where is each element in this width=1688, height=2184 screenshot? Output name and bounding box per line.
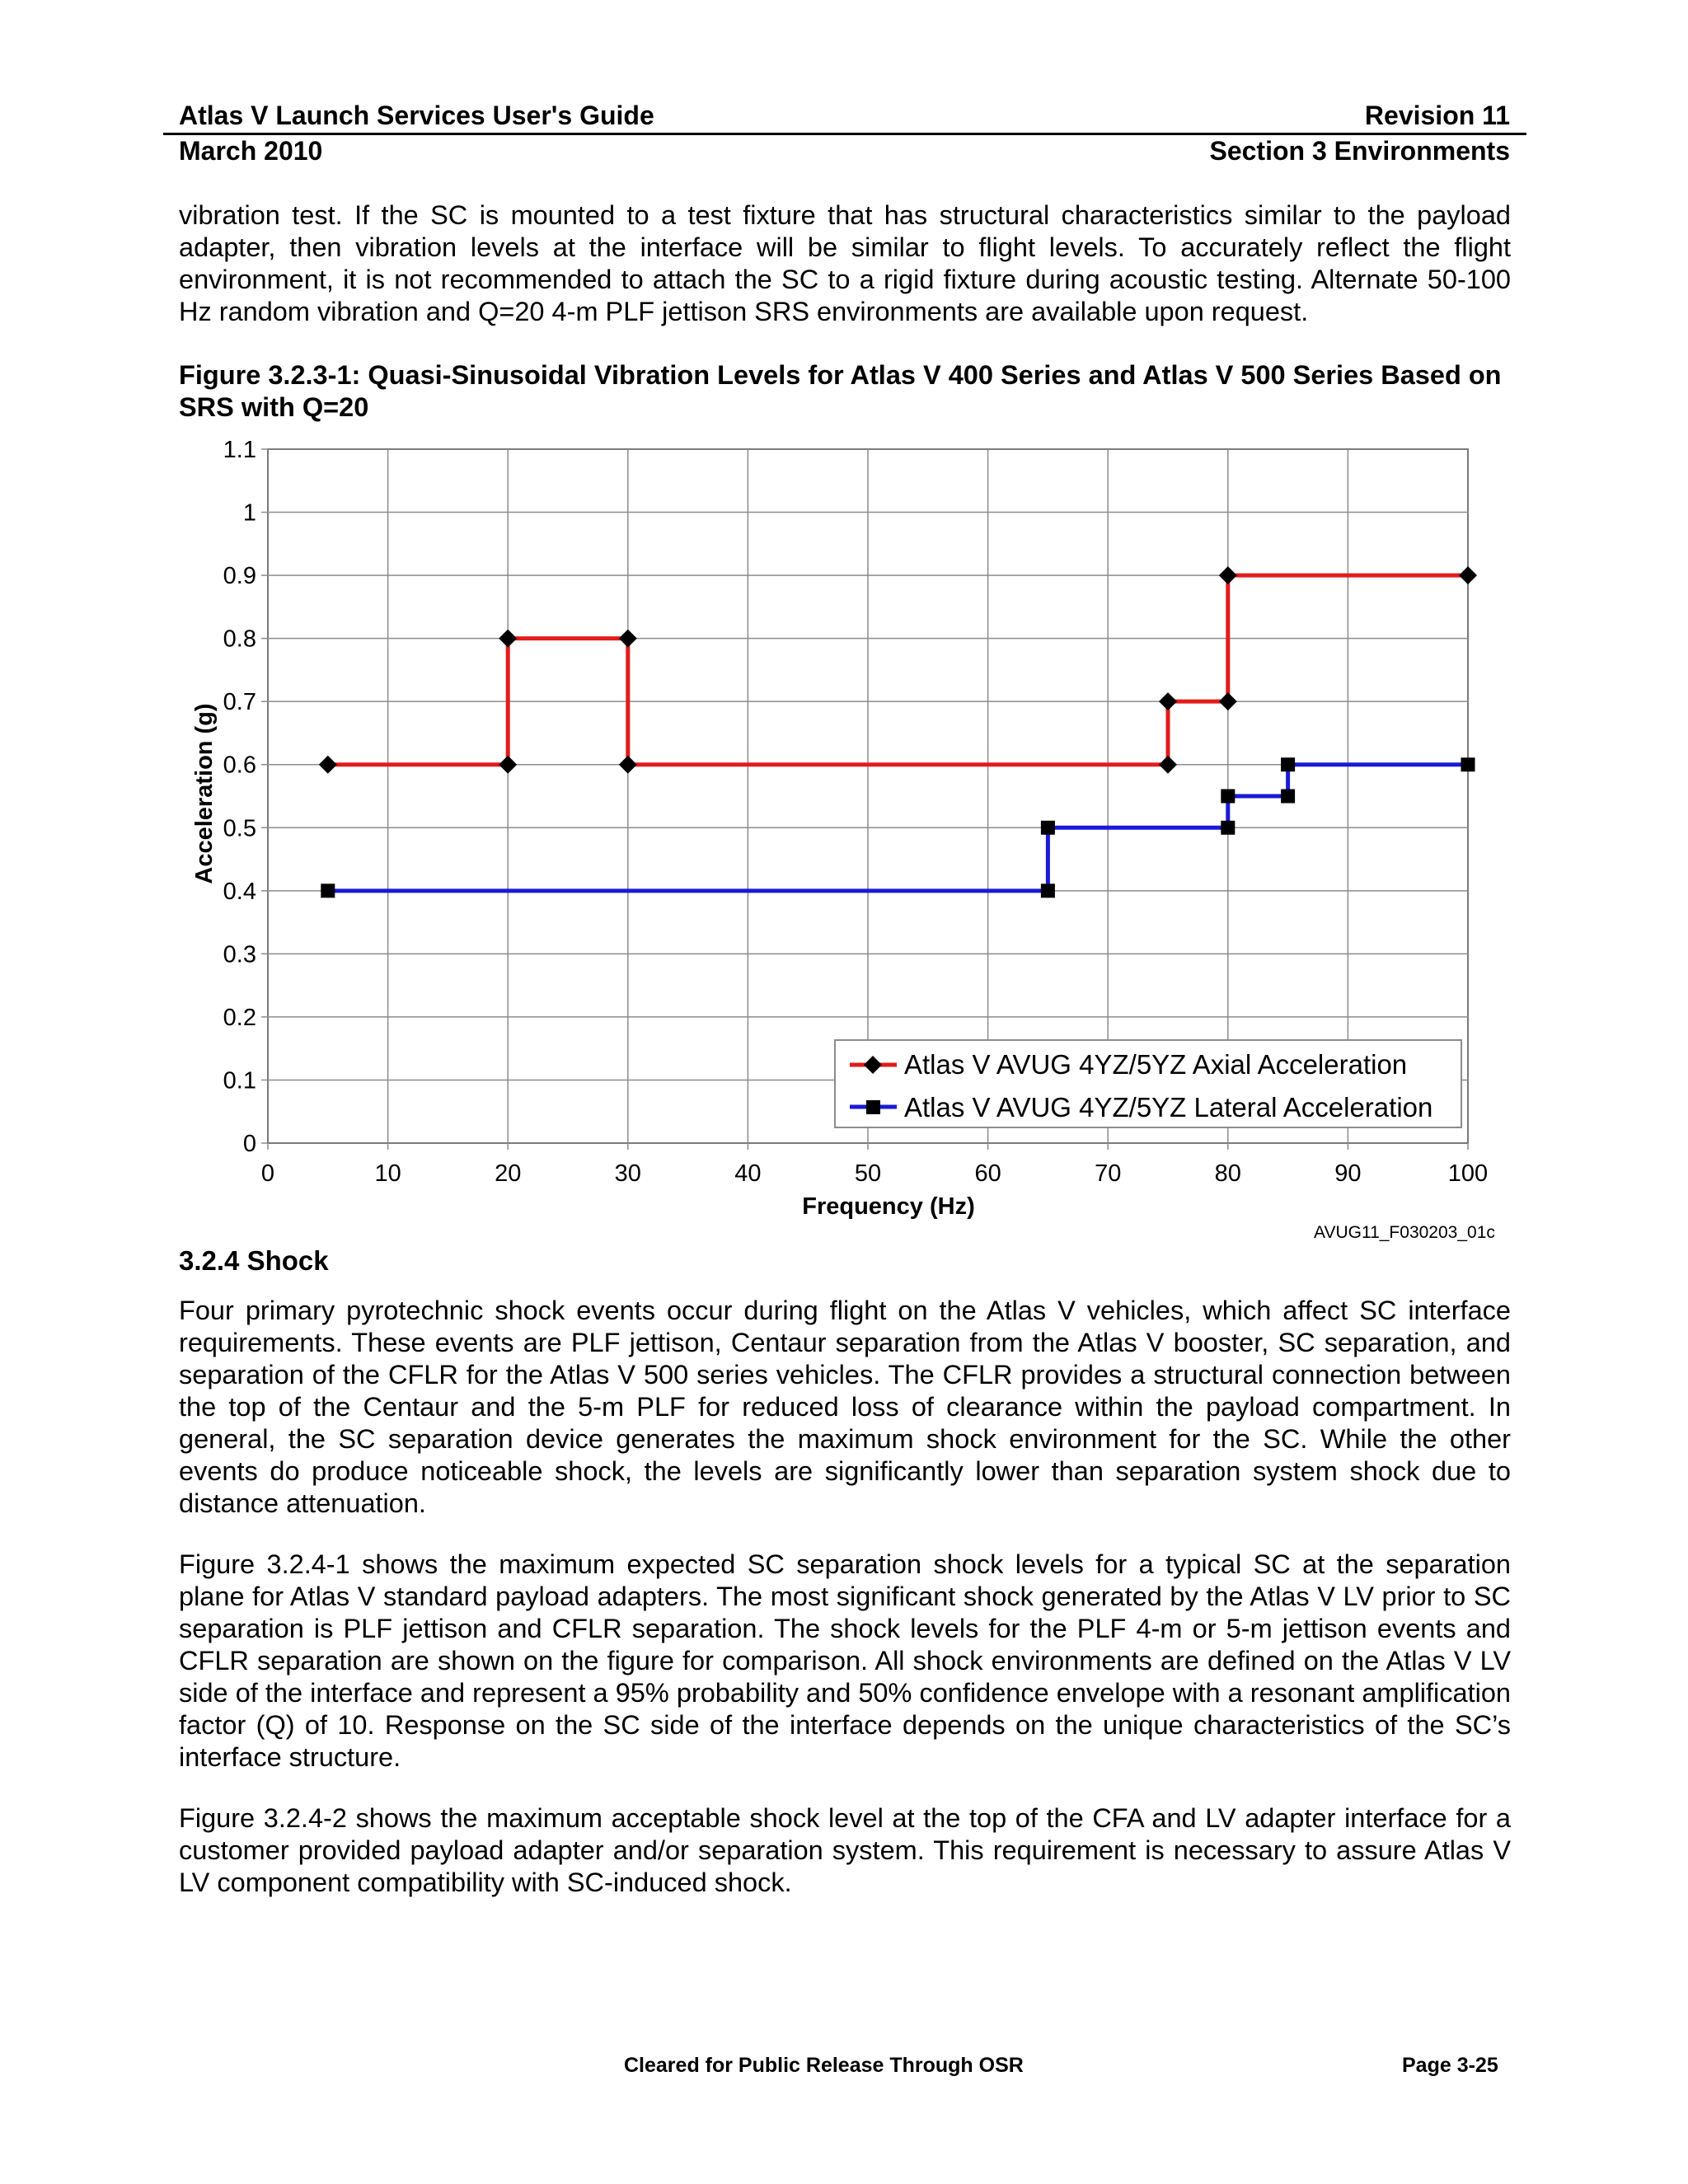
y-tick-label: 0.7: [223, 689, 256, 716]
figure-caption: Figure 3.2.3-1: Quasi-Sinusoidal Vibration Levels for Atlas V 400 Series and Atlas V 500 Series Based on SRS with Q=20: [179, 360, 1502, 422]
legend-lateral-label: Atlas V AVUG 4YZ/5YZ Lateral Acceleration: [904, 1092, 1433, 1122]
footer-page-number: Page 3-25: [1402, 2054, 1498, 2077]
x-tick-label: 30: [614, 1160, 641, 1187]
lateral-data-point: [1281, 757, 1295, 771]
x-tick-label: 70: [1095, 1160, 1122, 1187]
y-tick-label: 0.6: [223, 752, 256, 779]
x-tick-label: 90: [1334, 1160, 1362, 1187]
x-tick-label: 40: [734, 1160, 762, 1187]
y-tick-label: 1.1: [223, 437, 256, 463]
y-tick-label: 0.3: [223, 941, 256, 968]
y-axis-label: Acceleration (g): [191, 703, 218, 884]
footer-release: Cleared for Public Release Through OSR: [624, 2054, 1024, 2077]
figure-id-label: AVUG11_F030203_01c: [1314, 1223, 1495, 1242]
lateral-data-point: [321, 883, 335, 898]
header-title: Atlas V Launch Services User's Guide: [179, 101, 654, 130]
x-axis-label: Frequency (Hz): [802, 1193, 975, 1220]
lateral-data-point: [1041, 883, 1055, 898]
chart-legend: [835, 1040, 1461, 1127]
y-tick-label: 1: [242, 499, 256, 527]
section-heading: 3.2.4 Shock: [179, 1245, 329, 1276]
x-tick-label: 0: [260, 1160, 275, 1187]
lateral-data-point: [1221, 790, 1235, 804]
x-tick-label: 100: [1447, 1160, 1489, 1187]
shock-paragraph-1: Four primary pyrotechnic shock events occur during flight on the Atlas V vehicles, which affect SC interface requirements. These events are PLF jettison, Centaur separation from the Atlas V booster, SC separation, and separation of the CFLR for the Atlas V 500 series vehicles. The CFLR provides a structural connection between the top of the Centaur and the 5-m PLF for reduced loss of clearance within the payload compartment. In general, the SC separation device generates the maximum shock environment for the SC. While the other events do produce noticeable shock, the levels are significantly lower than separation system shock due to distance attenuation.: [179, 1296, 1511, 1518]
x-tick-label: 50: [854, 1160, 882, 1187]
y-tick-label: 0.8: [223, 626, 256, 653]
x-tick-label: 20: [495, 1160, 522, 1187]
lateral-data-point: [1221, 821, 1235, 835]
x-tick-label: 60: [974, 1160, 1001, 1187]
header-date: March 2010: [179, 136, 323, 166]
x-tick-label: 80: [1214, 1160, 1241, 1187]
shock-paragraph-2: Figure 3.2.4-1 shows the maximum expected SC separation shock levels for a typical SC at the separation plane for Atlas V standard payload adapters. The most significant shock generated by the Atlas V LV prior to SC separation is PLF jettison and CFLR separation. The shock levels for the PLF 4-m or 5-m jettison events and CFLR separation are shown on the figure for comparison. All shock environments are defined on the Atlas V LV side of the interface and represent a 95% probability and 50% confidence envelope with a resonant amplification factor (Q) of 10. Response on the SC side of the interface depends on the unique characteristics of the SC’s interface structure.: [179, 1549, 1511, 1772]
y-tick-label: 0: [242, 1131, 256, 1157]
y-tick-label: 0.9: [223, 563, 256, 590]
y-tick-labels: [223, 437, 256, 1157]
header-section: Section 3 Environments: [1209, 136, 1510, 166]
lateral-data-point: [1041, 821, 1055, 835]
y-tick-label: 0.1: [223, 1067, 256, 1094]
legend-axial-label: Atlas V AVUG 4YZ/5YZ Axial Acceleration: [904, 1049, 1408, 1080]
lateral-data-point: [1461, 757, 1475, 771]
x-tick-labels: [261, 1160, 1488, 1187]
x-tick-label: 10: [374, 1160, 401, 1187]
shock-paragraph-3: Figure 3.2.4-2 shows the maximum acceptable shock level at the top of the CFA and LV adapter interface for a customer provided payload adapter and/or separation system. This requirement is necessary to assure Atlas V LV component compatibility with SC-induced shock.: [179, 1803, 1511, 1897]
intro-paragraph: vibration test. If the SC is mounted to a test fixture that has structural characteristics similar to the payload adapter, then vibration levels at the interface will be similar to flight levels. To accurately reflect the flight environment, it is not recommended to attach the SC to a rigid fixture during acoustic testing. Alternate 50-100 Hz random vibration and Q=20 4-m PLF jettison SRS environments are available upon request.: [179, 200, 1511, 326]
legend-lateral-marker: [866, 1100, 880, 1114]
lateral-data-point: [1281, 790, 1295, 804]
y-tick-label: 0.4: [223, 878, 256, 905]
y-tick-label: 0.5: [223, 815, 256, 842]
header-revision: Revision 11: [1364, 101, 1510, 130]
y-tick-label: 0.2: [223, 1004, 256, 1031]
